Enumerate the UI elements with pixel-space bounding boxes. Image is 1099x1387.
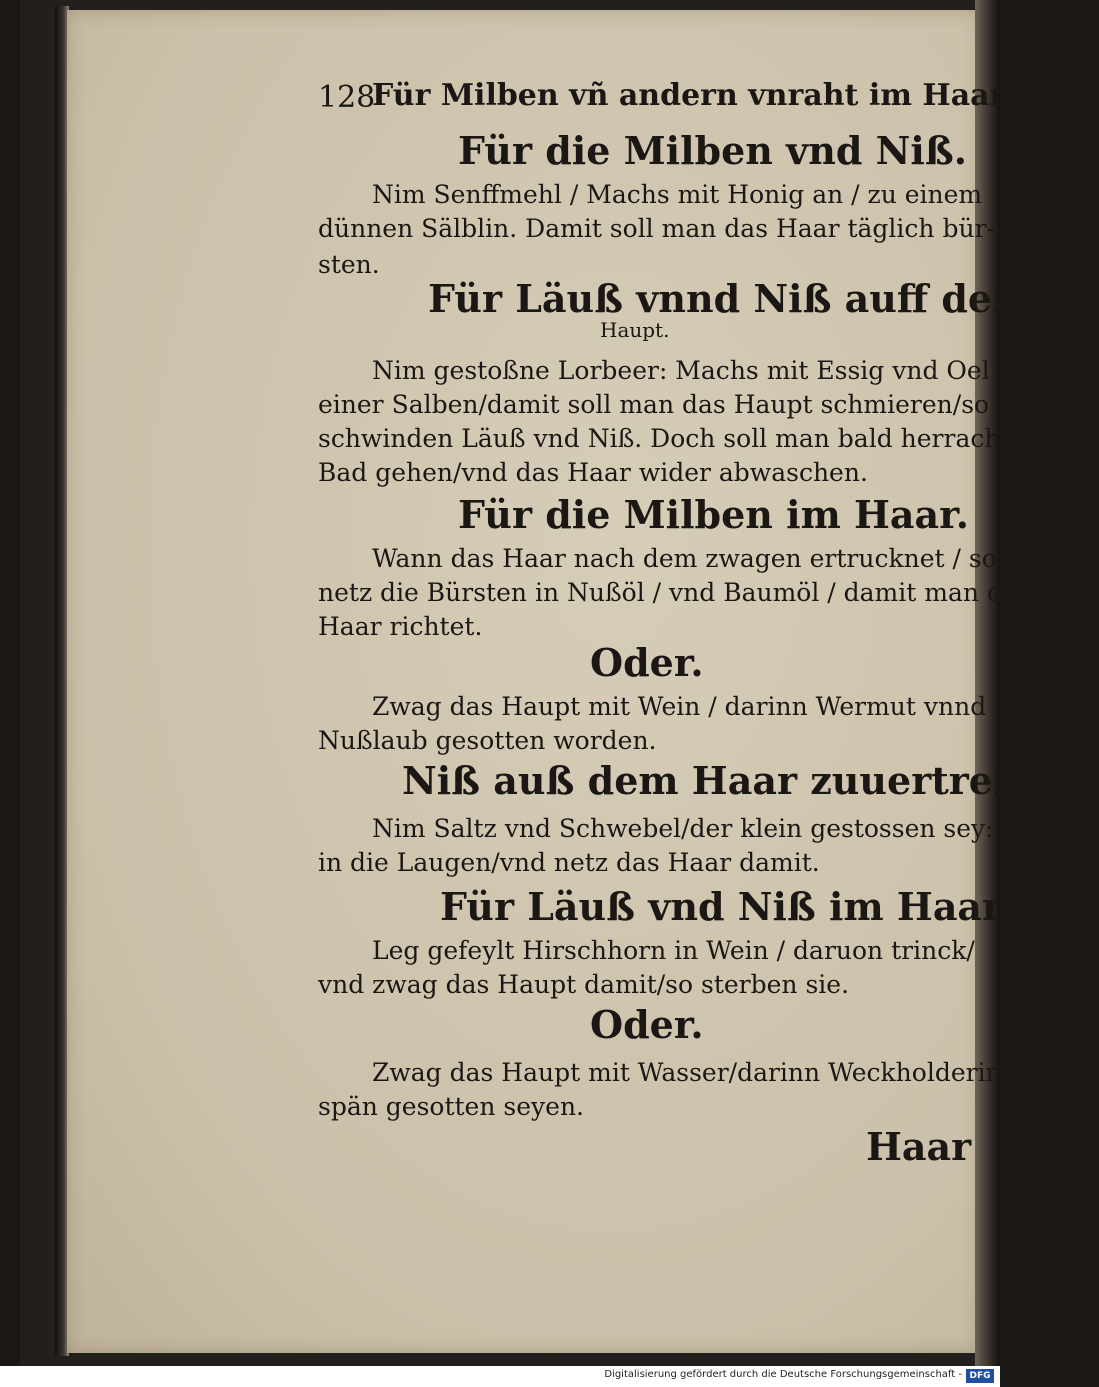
book-page bbox=[67, 10, 983, 1353]
body-line: Zwag das Haupt mit Wein / darinn Wermut vnnd bbox=[372, 692, 987, 721]
body-line: sten. bbox=[318, 250, 380, 279]
digitization-footer bbox=[0, 1366, 1000, 1387]
body-line: netz die Bürsten in Nußöl / vnd Baumöl / damit man das bbox=[318, 578, 1031, 607]
section-heading: Oder. bbox=[590, 640, 704, 685]
body-line: vnd zwag das Haupt damit/so sterben sie. bbox=[318, 970, 850, 999]
body-line: Leg gefeylt Hirschhorn in Wein / daruon trinck/ bbox=[372, 936, 975, 965]
section-heading: Für die Milben im Haar. bbox=[458, 492, 969, 537]
body-line: dünnen Sälblin. Damit soll man das Haar täglich bür- bbox=[318, 214, 995, 243]
body-line: Nim Senffmehl / Machs mit Honig an / zu einem bbox=[372, 180, 983, 209]
body-line: schwinden Läuß vnd Niß. Doch soll man bald herrach ins bbox=[318, 424, 1046, 453]
section-heading: Für die Milben vnd Niß. bbox=[458, 128, 967, 173]
body-line: Nim gestoßne Lorbeer: Machs mit Essig vnd Oel zu bbox=[372, 356, 1027, 385]
dfg-logo: DFG bbox=[966, 1369, 994, 1383]
page-number: 128 bbox=[318, 80, 376, 115]
footer-credit: Digitalisierung gefördert durch die Deutsche Forschungsgemeinschaft - bbox=[604, 1369, 962, 1380]
section-heading: Niß auß dem Haar zuuertreiben. bbox=[402, 758, 1099, 803]
body-line: Wann das Haar nach dem zwagen ertrucknet / so bbox=[372, 544, 997, 573]
body-line: in die Laugen/vnd netz das Haar damit. bbox=[318, 848, 820, 877]
running-head: Für Milben vñ andern vnraht im Haar. bbox=[372, 78, 1014, 113]
body-line: Haar richtet. bbox=[318, 612, 483, 641]
section-heading: Für Läuß vnd Niß im Haar. bbox=[440, 884, 1012, 929]
body-line: Nußlaub gesotten worden. bbox=[318, 726, 657, 755]
section-heading: Oder. bbox=[590, 1002, 704, 1047]
body-line: Bad gehen/vnd das Haar wider abwaschen. bbox=[318, 458, 868, 487]
catchword: Haar bbox=[866, 1124, 972, 1169]
body-line: Nim Saltz vnd Schwebel/der klein gestossen sey: Legs bbox=[372, 814, 1062, 843]
body-line: Zwag das Haupt mit Wasser/darinn Weckholderin- bbox=[372, 1058, 1011, 1087]
body-line: spän gesotten seyen. bbox=[318, 1092, 584, 1121]
body-line: einer Salben/damit soll man das Haupt schmieren/so ver- bbox=[318, 390, 1047, 419]
section-subheading: Haupt. bbox=[600, 318, 670, 342]
section-heading: Für Läuß vnnd Niß auff dem bbox=[428, 276, 1033, 321]
